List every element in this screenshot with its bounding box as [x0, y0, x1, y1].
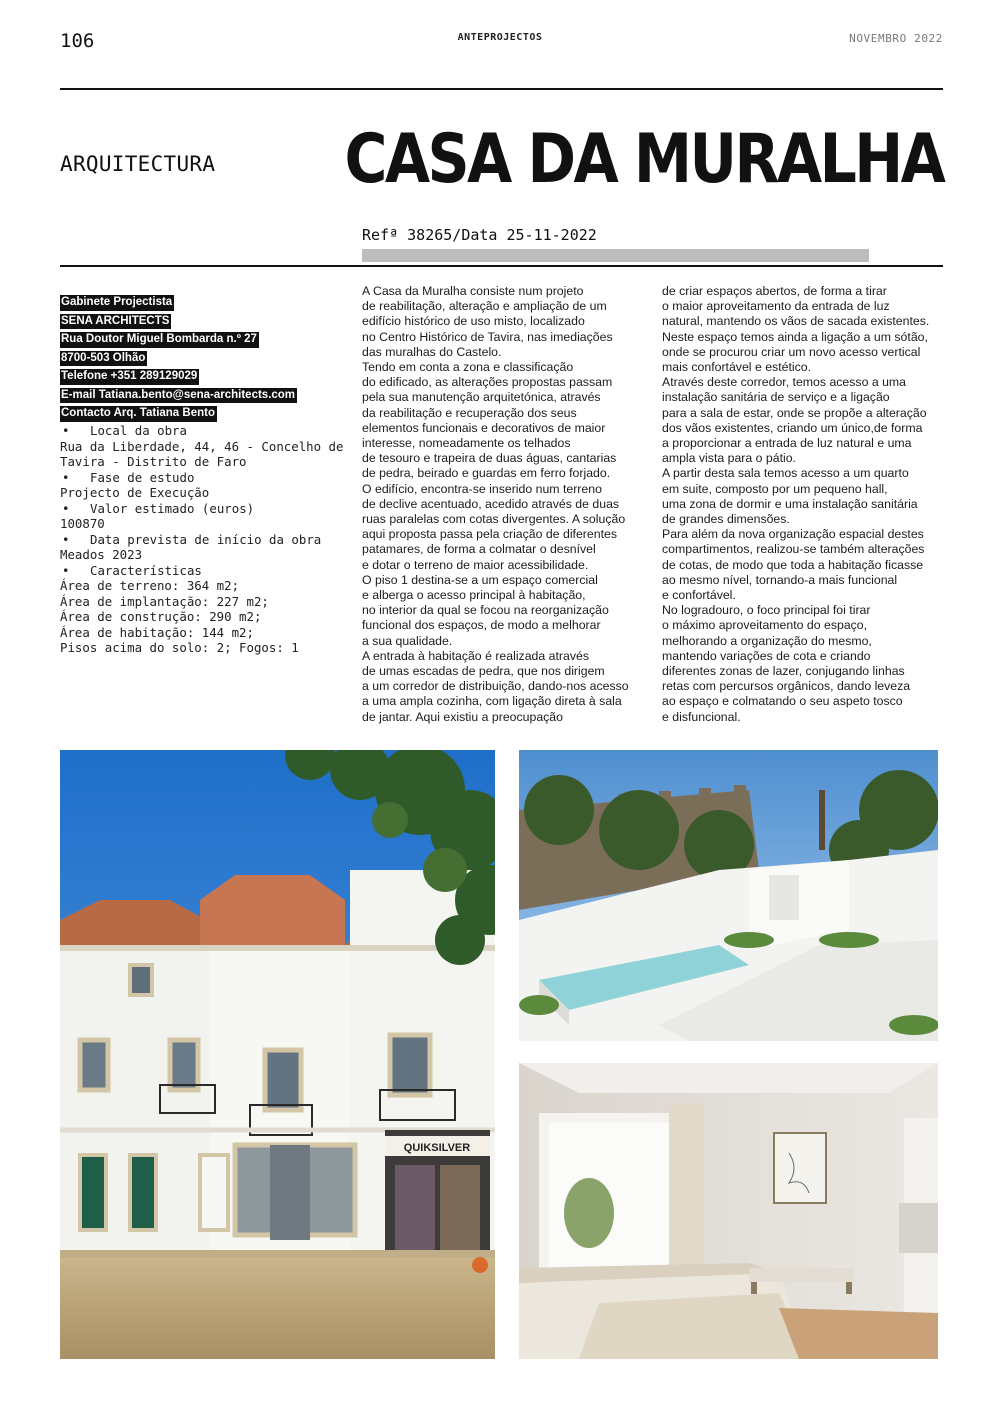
body-column-2-line: mantendo variações de cota e criando: [662, 648, 871, 663]
body-column-2-line: uma zona de dormir e uma instalação sanitária: [662, 496, 918, 511]
feature-floors: Pisos acima do solo: 2; Fogos: 1: [60, 640, 299, 655]
body-column-2-line: diferentes zonas de lazer, conjugando linhas: [662, 664, 905, 679]
category-label: ARQUITECTURA: [60, 152, 216, 176]
facade-illustration: [60, 750, 495, 1359]
studio-label: Gabinete Projectista: [60, 295, 174, 311]
bullet: •: [62, 469, 70, 485]
body-column-1-line: aqui proposta passa pela criação de diferentes: [362, 527, 617, 542]
studio-phone: Telefone +351 289129029: [60, 369, 199, 385]
detail-location-label-row: [60, 423, 350, 439]
photo-facade: [60, 750, 495, 1359]
feature-terrain: Área de terreno: 364 m2;: [60, 578, 240, 593]
bullet: •: [62, 500, 70, 516]
issue-date: NOVEMBRO 2022: [849, 32, 943, 45]
project-details: [60, 423, 350, 656]
body-column-1-line: das muralhas do Castelo.: [362, 344, 502, 359]
body-column-2-line: instalação sanitária de serviço e a ligação: [662, 390, 890, 405]
detail-features-label: Características: [90, 562, 202, 578]
body-column-2-line: em suite, composto por um pequeno hall,: [662, 481, 888, 496]
detail-value-label-row: [60, 501, 350, 517]
detail-value-label: Valor estimado (euros): [90, 500, 255, 516]
body-column-1-line: elementos funcionais e decorativos de maior: [362, 420, 606, 435]
body-column-2-line: de grandes dimensões.: [662, 512, 790, 527]
body-column-1-line: edifício histórico de uso misto, localizado: [362, 314, 585, 329]
body-column-1-line: O edifício, encontra-se inserido num terreno: [362, 481, 602, 496]
body-column-1-line: Tendo em conta a zona e classificação: [362, 360, 574, 375]
body-column-1-line: e alberga o acesso principal à habitação,: [362, 588, 586, 603]
shop-sign: QUIKSILVER: [403, 1142, 471, 1154]
body-column-2-line: o maior aproveitamento da entrada de luz: [662, 299, 890, 314]
body-column-1-line: de tesouro e trapeira de duas águas, cantarias: [362, 451, 617, 466]
detail-start-label: Data prevista de início da obra: [90, 531, 322, 547]
body-column-2-line: dos vãos existentes, criando um único,de forma: [662, 420, 923, 435]
top-rule: [60, 88, 943, 90]
body-column-2-line: ao mesmo nível, tornando-a mais funcional: [662, 572, 898, 587]
body-column-2-line: onde se procurou criar um novo acesso vertical: [662, 344, 921, 359]
detail-location-value: Rua da Liberdade, 44, 46 - Concelho de Tavira - Distrito de Faro: [60, 438, 351, 469]
body-column-2-line: No logradouro, o foco principal foi tirar: [662, 603, 871, 618]
body-column-1-line: O piso 1 destina-se a um espaço comercial: [362, 572, 598, 587]
body-column-2-line: de criar espaços abertos, de forma a tirar: [662, 284, 887, 298]
reference-line: Refª 38265/Data 25-11-2022: [362, 226, 597, 244]
studio-address: Rua Doutor Miguel Bombarda n.º 27: [60, 332, 259, 348]
bedroom-illustration: [519, 1063, 938, 1359]
studio-email: E-mail Tatiana.bento@sena-architects.com: [60, 388, 297, 404]
body-column-1-line: pela sua manutenção arquitetónica, através: [362, 390, 601, 405]
body-column-1-line: do edificado, as alterações propostas passam: [362, 375, 613, 390]
bullet: •: [62, 423, 70, 438]
feature-construction: Área de construção: 290 m2;: [60, 609, 262, 624]
middle-rule: [60, 265, 943, 267]
studio-contact: Contacto Arq. Tatiana Bento: [60, 406, 217, 422]
body-column-2-line: mais confortável e estético.: [662, 360, 811, 375]
feature-implantation: Área de implantação: 227 m2;: [60, 593, 269, 609]
body-column-1-line: de reabilitação, alteração e ampliação de um: [362, 299, 607, 314]
body-column-2-line: A partir desta sala temos acesso a um quarto: [662, 466, 909, 481]
detail-start-label-row: [60, 532, 350, 548]
body-column-2-line: ampla vista para o pátio.: [662, 451, 796, 466]
detail-features-label-row: [60, 563, 350, 579]
body-column-2-line: Para além da nova organização espacial destes: [662, 527, 924, 542]
article-title: CASA DA MURALHA: [344, 120, 943, 199]
body-column-2-line: de cotas, de modo que toda a habitação ficasse: [662, 557, 924, 572]
body-column-2-line: ao espaço e colmatando o seu aspeto tosco: [662, 694, 903, 709]
body-column-2-line: e confortável.: [662, 588, 736, 603]
body-column-2-line: Através deste corredor, temos acesso a uma: [662, 375, 907, 390]
body-column-1-line: funcional dos espaços, de modo a melhorar: [362, 618, 601, 633]
body-column-2-line: para a sala de estar, onde se propõe a alteração: [662, 405, 927, 420]
studio-postcode: 8700-503 Olhão: [60, 351, 147, 367]
detail-phase-label: Fase de estudo: [90, 469, 195, 485]
studio-block: [60, 292, 350, 422]
body-column-1-line: a um corredor de distribuição, dando-nos acesso: [362, 679, 629, 694]
body-column-1-line: interesse, nomeadamente os telhados: [362, 436, 571, 451]
body-column-1-line: e dotar o terreno de maior acessibilidade.: [362, 557, 589, 572]
body-column-2-line: a proporcionar a entrada de luz natural e uma: [662, 436, 912, 451]
body-column-1-line: patamares, de forma a colmatar o desnível: [362, 542, 596, 557]
body-column-1-line: A entrada à habitação é realizada através: [362, 648, 589, 663]
section-header: ANTEPROJECTOS: [457, 32, 543, 43]
body-column-2-line: compartimentos, realizou-se também alterações: [662, 542, 925, 557]
feature-housing: Área de habitação: 144 m2;: [60, 624, 254, 640]
body-column-1-line: de umas escadas de pedra, que nos dirigem: [362, 664, 605, 679]
photo-bedroom: [519, 1063, 938, 1359]
body-column-1-line: a uma ampla cozinha, com ligação direta à sala: [362, 694, 622, 709]
body-column-1-line: no Centro Histórico de Tavira, nas imediações: [362, 329, 613, 344]
patio-illustration: [519, 750, 938, 1041]
body-column-1-line: A Casa da Muralha consiste num projeto: [362, 284, 584, 298]
photo-patio: [519, 750, 938, 1041]
body-column-1-line: de jantar. Aqui existiu a preocupação: [362, 709, 563, 724]
body-column-1-line: de declive acentuado, acedido através de duas: [362, 496, 620, 511]
body-column-2-line: natural, mantendo os vãos de sacada existentes.: [662, 314, 930, 329]
detail-phase-label-row: [60, 470, 350, 486]
body-column-2-line: melhorando a organização do mesmo,: [662, 633, 872, 648]
detail-phase-value: Projecto de Execução: [60, 485, 210, 500]
body-column-1-line: no interior da qual se focou na reorganização: [362, 603, 609, 618]
detail-location-label: Local da obra: [90, 423, 187, 438]
body-column-1-line: ruas paralelas com cotas divergentes. A solução: [362, 512, 626, 527]
body-column-2: [662, 284, 945, 725]
bullet: •: [62, 562, 70, 578]
body-column-1-line: de pedra, beirado e guardas em ferro forjado.: [362, 466, 611, 481]
body-column-1-line: da reabilitação e recuperação dos seus: [362, 405, 577, 420]
detail-value-value: 100870: [60, 516, 105, 531]
body-column-2-line: Neste espaço temos ainda a ligação a um sótão,: [662, 329, 928, 344]
body-column-2-line: retas com percursos orgânicos, dando leveza: [662, 679, 911, 694]
detail-start-value: Meados 2023: [60, 547, 143, 562]
body-column-2-line: o máximo aproveitamento do espaço,: [662, 618, 868, 633]
bullet: •: [62, 531, 70, 547]
reference-bar: [362, 249, 869, 262]
studio-name: SENA ARCHITECTS: [60, 314, 171, 330]
page-number: 106: [60, 30, 95, 52]
body-column-1-line: a sua qualidade.: [362, 633, 453, 648]
body-column-1: [362, 284, 645, 725]
body-column-2-line: e disfuncional.: [662, 709, 741, 724]
